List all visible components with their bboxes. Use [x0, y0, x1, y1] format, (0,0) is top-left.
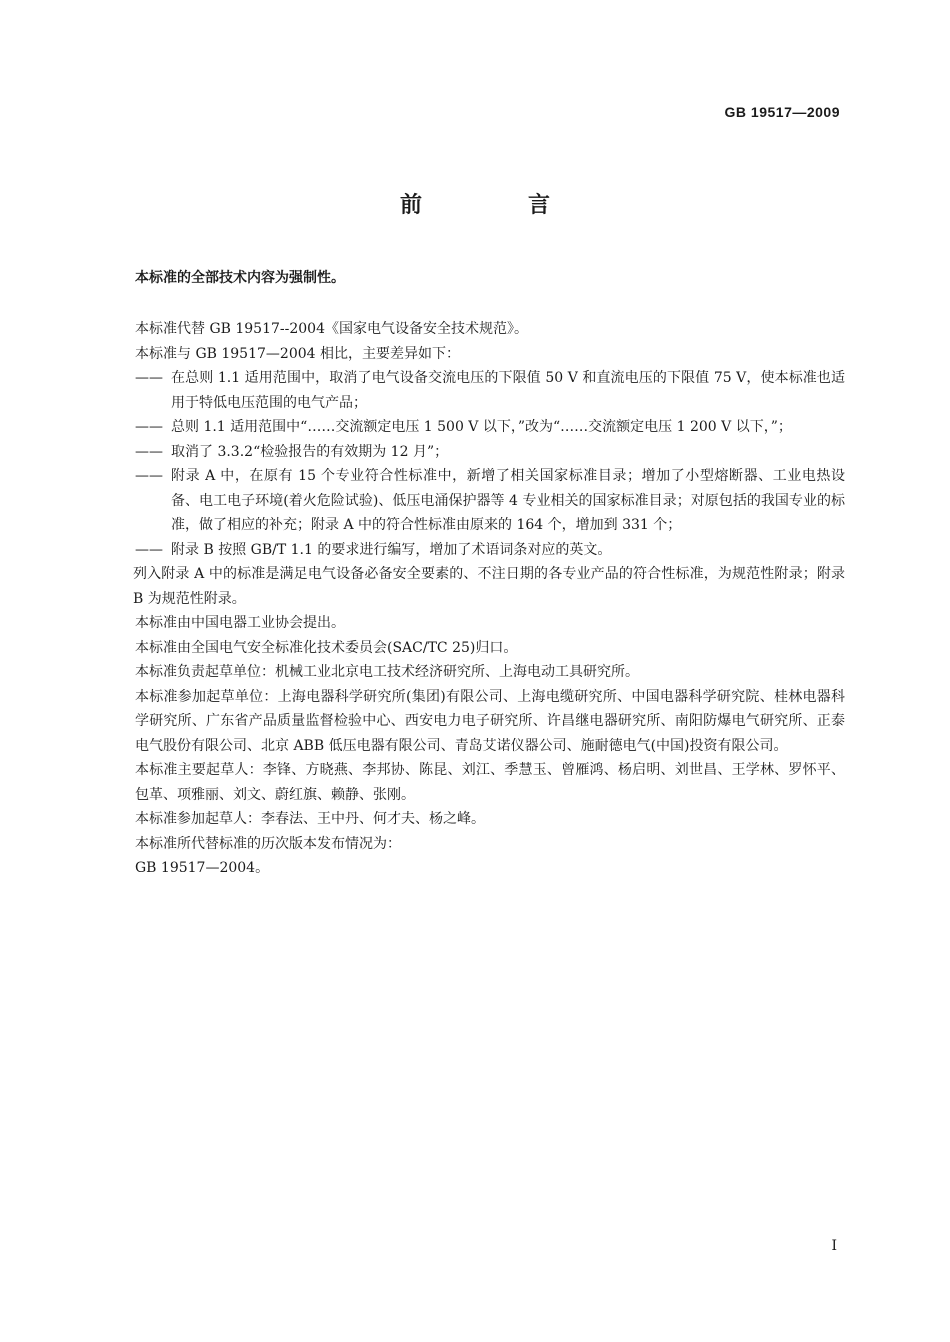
paragraph-drafting-units: 本标准负责起草单位：机械工业北京电工技术经济研究所、上海电动工具研究所。 — [135, 664, 639, 680]
paragraph-proposed-by: 本标准由中国电器工业协会提出。 — [135, 615, 345, 631]
list-item — [135, 464, 845, 538]
list-item-text: 附录 B 按照 GB/T 1.1 的要求进行编写，增加了术语词条对应的英文。 — [171, 541, 612, 558]
page-title: 前 言 — [399, 193, 592, 218]
list-item — [135, 366, 845, 415]
paragraph-under-jurisdiction: 本标准由全国电气安全标准化技术委员会(SAC/TC 25)归口。 — [135, 639, 518, 656]
paragraph-participating-units: 本标准参加起草单位：上海电器科学研究所(集团)有限公司、上海电缆研究所、中国电器科学研究院、桂林电器科学研究所、广东省产品质量监督检验中心、西安电力电子研究所、许昌继电器研究所、南阳防爆电气研究所、正泰电气股份有限公司、北京 ABB 低压电器有限公司、青岛艾诺仪器公司、施耐德电气(中国)投资有限公司。 — [135, 688, 845, 754]
list-item-text: 在总则 1.1 适用范围中，取消了电气设备交流电压的下限值 50 V 和直流电压的下限值 75 V，使本标准也适用于特低电压范围的电气产品； — [171, 370, 845, 411]
dash-marker: —— — [135, 541, 163, 558]
paragraph-differences-intro: 本标准与 GB 19517—2004 相比，主要差异如下： — [135, 345, 460, 362]
dash-marker: —— — [135, 468, 163, 484]
paragraph-main-drafters: 本标准主要起草人：李锋、方晓燕、李邦协、陈昆、刘江、季慧玉、曾雁鸿、杨启明、刘世昌、王学林、罗怀平、包革、项雅丽、刘文、蔚红旗、赖静、张刚。 — [135, 762, 845, 803]
page-number: Ⅰ — [831, 1238, 837, 1254]
list-item-text: 取消了 3.3.2“检验报告的有效期为 12 月”； — [171, 443, 449, 460]
dash-marker: —— — [135, 419, 163, 435]
paragraph-replaces: 本标准代替 GB 19517--2004《国家电气设备安全技术规范》。 — [135, 321, 528, 337]
paragraph-annex-note: 列入附录 A 中的标准是满足电气设备必备安全要素的、不注日期的各专业产品的符合性标准，为规范性附录；附录 B 为规范性附录。 — [133, 566, 845, 607]
paragraph-version-history-intro: 本标准所代替标准的历次版本发布情况为： — [135, 835, 401, 852]
list-item-text: 附录 A 中，在原有 15 个专业符合性标准中，新增了相关国家标准目录；增加了小型熔断器、工业电热设备、电工电子环境(着火危险试验)、低压电涌保护器等 4 专业相关的国家标准目录；对原包括的我国专业的标准，做了相应的补充；附录 A 中的符合性标准由原来的 164 个，增加到 331 个； — [171, 468, 845, 533]
paragraph-participating-drafters: 本标准参加起草人：李春法、王中丹、何才夫、杨之峰。 — [135, 811, 485, 827]
list-item — [135, 415, 845, 440]
mandatory-statement: 本标准的全部技术内容为强制性。 — [135, 270, 345, 286]
list-item-text: 总则 1.1 适用范围中“……交流额定电压 1 500 V 以下，”改为“……交流额定电压 1 200 V 以下，”； — [171, 419, 792, 435]
standard-code: GB 19517—2009 — [724, 104, 840, 120]
list-item — [135, 440, 845, 465]
list-item — [135, 538, 845, 563]
foreword-body — [135, 317, 845, 881]
dash-marker: —— — [135, 443, 163, 460]
dash-marker: —— — [135, 370, 163, 386]
paragraph-previous-version: GB 19517—2004。 — [135, 860, 270, 876]
